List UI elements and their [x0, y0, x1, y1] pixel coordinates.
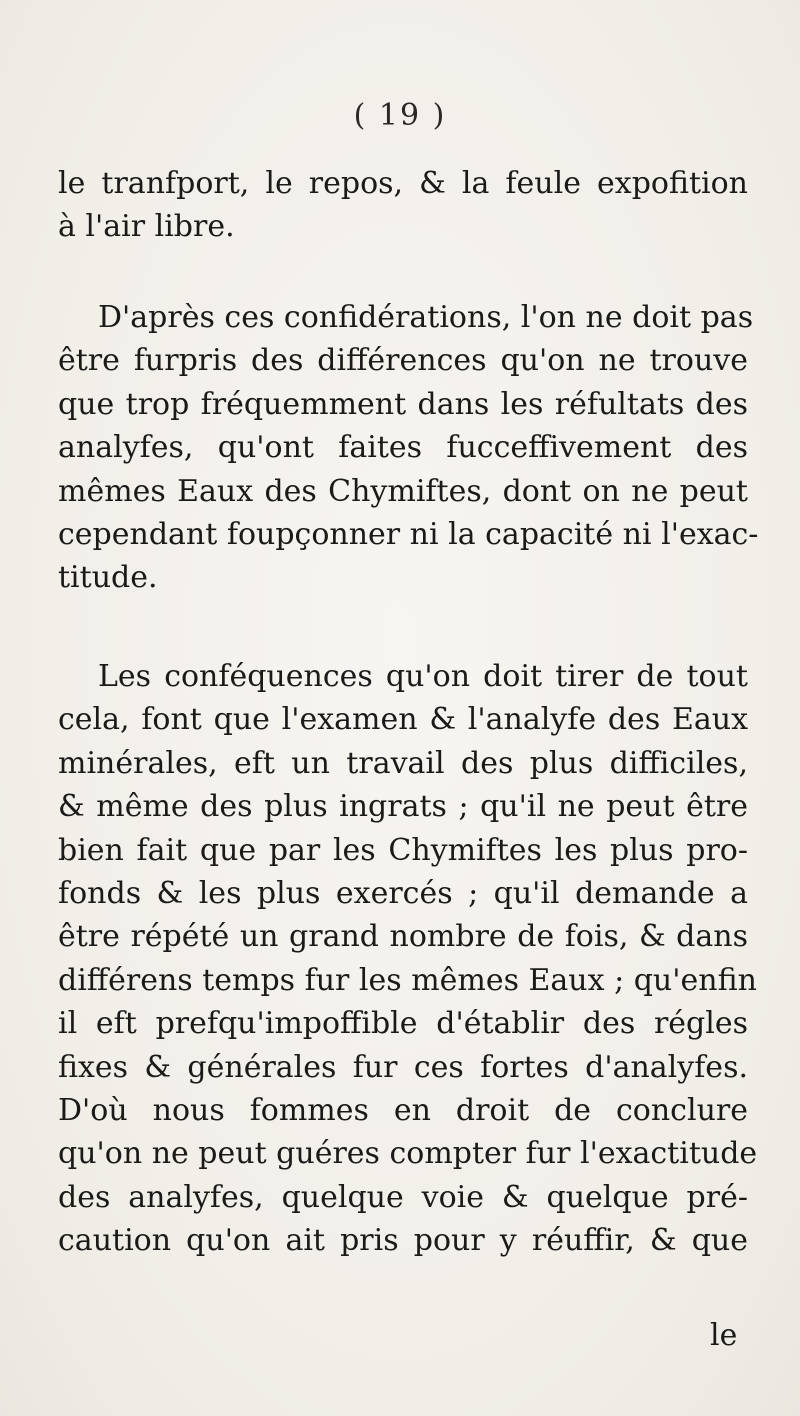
text-line: différens temps fur les mêmes Eaux ; qu'enfin [58, 962, 757, 998]
text-line: que trop fréquemment dans les réfultats des [58, 386, 748, 422]
paragraph-1 [58, 296, 759, 600]
paragraph-2 [58, 655, 758, 1263]
text-line: fonds & les plus exercés ; qu'il demande a [58, 876, 748, 912]
text-line: fixes & générales fur ces fortes d'analyfes. [58, 1049, 748, 1085]
catchword: le [710, 1318, 738, 1353]
text-line: cela, font que l'examen & l'analyfe des Eaux [58, 702, 748, 738]
text-line: & même des plus ingrats ; qu'il ne peut être [58, 789, 748, 825]
text-line: le tranfport, le repos, & la feule expofition [58, 166, 748, 201]
text-line: caution qu'on ait pris pour y réuffir, & que [58, 1223, 748, 1259]
text-line: D'après ces confidérations, l'on ne doit pas [98, 300, 754, 335]
text-line: analyfes, qu'ont faites fucceffivement des [58, 430, 748, 466]
text-line: être furpris des différences qu'on ne trouve [58, 343, 748, 379]
text-line: cependant foupçonner ni la capacité ni l'exac- [58, 517, 759, 553]
text-line: bien fait que par les Chymiftes les plus pro- [58, 832, 748, 868]
page-number: ( 19 ) [353, 98, 447, 133]
text-line: mêmes Eaux des Chymiftes, dont on ne peut [58, 473, 748, 509]
text-line: titude. [58, 560, 158, 596]
text-line: Les conféquences qu'on doit tirer de tout [98, 659, 748, 694]
text-line: à l'air libre. [58, 209, 235, 245]
text-line: D'où nous fommes en droit de conclure [58, 1093, 748, 1129]
continuation-text [58, 162, 748, 249]
text-line: être répété un grand nombre de fois, & dans [58, 919, 748, 955]
text-line: minérales, eft un travail des plus difficiles, [58, 745, 748, 781]
text-line: il eft prefqu'impoffible d'établir des régles [58, 1006, 748, 1042]
text-line: qu'on ne peut guéres compter fur l'exactitude [58, 1136, 758, 1172]
text-line: des analyfes, quelque voie & quelque pré- [58, 1179, 748, 1215]
